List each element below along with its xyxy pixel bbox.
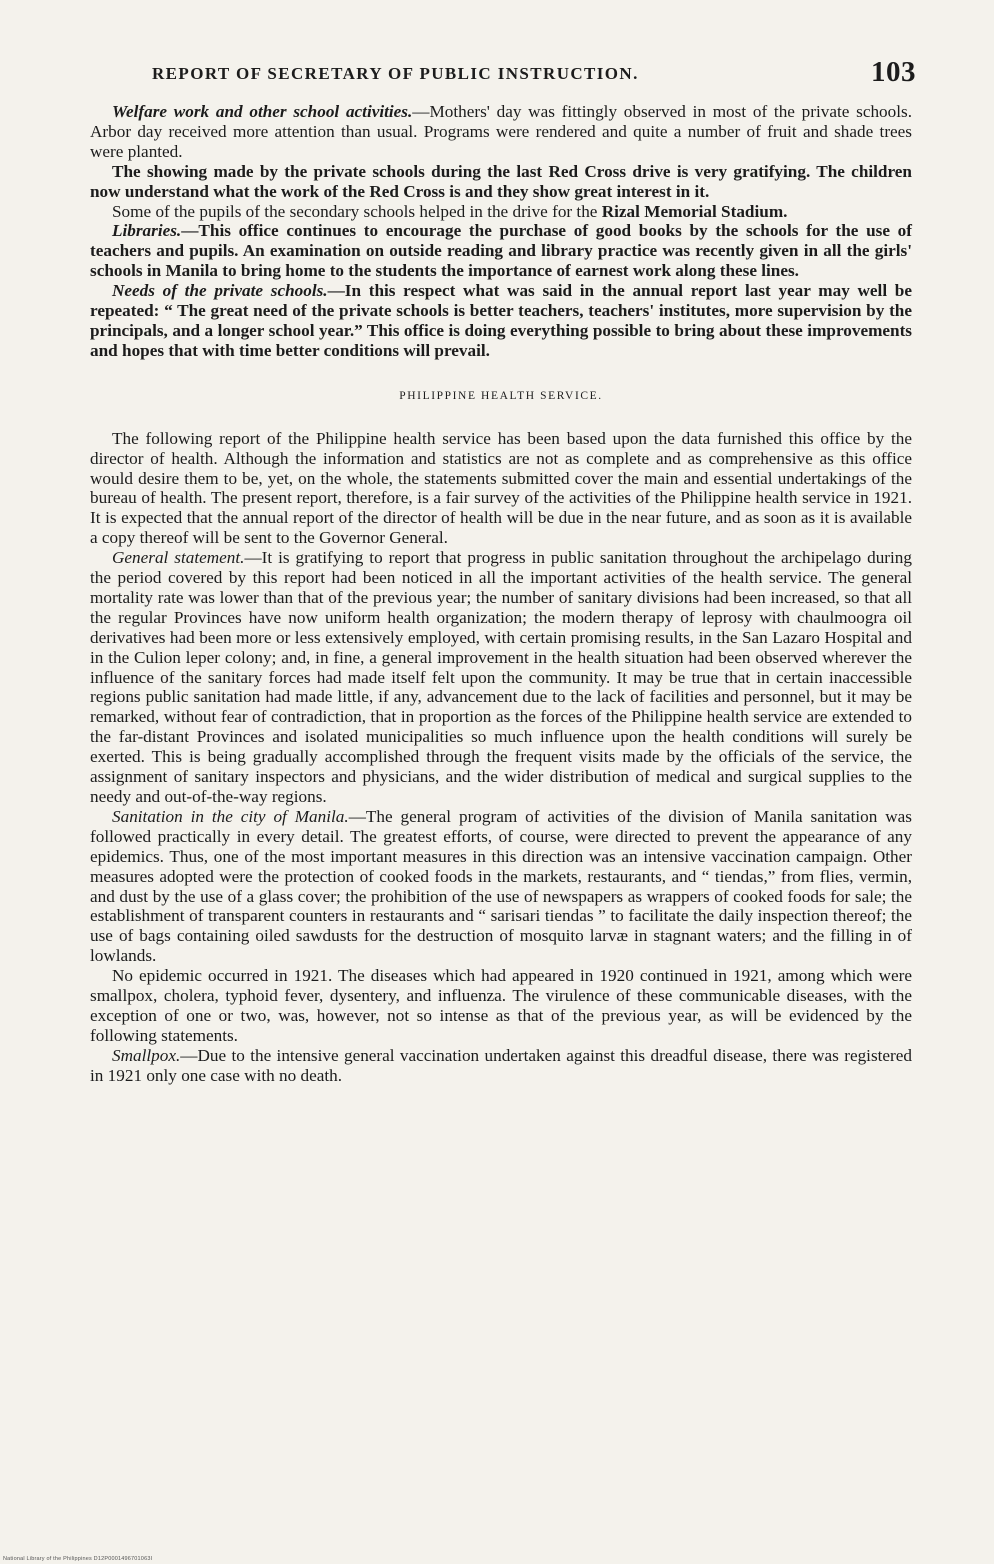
paragraph-general-statement: [90, 548, 912, 807]
paragraph-text: Some of the pupils of the secondary schools helped in the drive for the: [112, 201, 602, 221]
paragraph-needs-private-schools: [90, 281, 912, 361]
running-head: [90, 56, 916, 102]
paragraph-text: —This office continues to encourage the purchase of good books by the schools for the use of teachers and pupils. An examination on outside reading and library practice was recently given in all the girls' schools in Manila to bring home to the students the importance of earnest work along these lines.: [90, 221, 912, 281]
paragraph-text: The following report of the Philippine health service has been based upon the data furnished this office by the director of health. Although the information and statistics are not as complete and as comprehensive as this office would desire them to be, yet, on the whole, the statements submitted cover the main and essential undertakings of the bureau of health. The present report, therefore, is a fair survey of the activities of the Philippine health service in 1921. It is expected that the annual report of the director of health will be due in the near future, and as soon as it is available a copy thereof will be sent to the Governor General.: [90, 428, 912, 548]
paragraph-text: —In this respect what was said in the annual report last year may well be repeated: “ The great need of the private schools is better teachers, teachers' institutes, more supervision by the principals, and a longer school year.” This office is doing everything possible to bring about these improvements and hopes that with time better conditions will prevail.: [90, 281, 912, 360]
body-text: [90, 102, 912, 1086]
paragraph-rizal-stadium: [90, 202, 912, 222]
paragraph-smallpox: [90, 1046, 912, 1086]
document-page: [90, 56, 916, 1086]
paragraph-text: No epidemic occurred in 1921. The diseases which had appeared in 1920 continued in 1921, among which were smallpox, cholera, typhoid fever, dysentery, and influenza. The virulence of these communicable diseases, with the exception of one or two, was, however, not so intense as that of the previous year, as will be evidenced by the following statements.: [90, 966, 912, 1045]
paragraph-lead: Welfare work and other school activities.: [112, 102, 413, 121]
paragraph-bold-text: Rizal Memorial Stadium.: [601, 201, 788, 221]
paragraph-lead: Libraries.: [112, 221, 182, 241]
section-heading: PHILIPPINE HEALTH SERVICE.: [399, 389, 603, 402]
paragraph-lead: Needs of the private schools.: [112, 281, 328, 301]
paragraph-text: The showing made by the private schools during the last Red Cross drive is very gratifying. The children now understand what the work of the Red Cross is and they show great interest in it.: [90, 161, 912, 201]
paragraph-no-epidemic: [90, 966, 912, 1046]
paragraph-text: —Due to the intensive general vaccination undertaken against this dreadful disease, there was registered in 1921 only one case with no death.: [90, 1045, 912, 1085]
paragraph-text: —The general program of activities of the division of Manila sanitation was followed practically in every detail. The greatest efforts, of course, were directed to prevent the appearance of any epidemics. Thus, one of the most important measures in this direction was an intensive vaccination campaign. Other measures adopted were the protection of cooked foods in the markets, restaurants, and “ tiendas,” from flies, vermin, and dust by the use of a glass cover; the prohibition of the use of newspapers as wrappers of cooked foods for sale; the establishment of transparent counters in restaurants and “ sarisari tiendas ” to facilitate the daily inspection thereof; the use of bags containing oiled sawdusts for the destruction of mosquito larvæ in stagnant waters; and the filling in of lowlands.: [90, 806, 912, 966]
page-number: 103: [871, 56, 916, 88]
paragraph-text: —Mothers' day was fittingly observed in most of the private schools. Arbor day received more attention than usual. Programs were rendered and quite a number of fruit and shade trees were planted.: [90, 102, 912, 161]
paragraph-lead: Smallpox.: [112, 1045, 181, 1065]
paragraph-text: —It is gratifying to report that progress in public sanitation throughout the archipelago during the period covered by this report had been noticed in all the important activities of the health service. The general mortality rate was lower than that of the previous year; the number of sanitary divisions had been increased, so that all the regular Provinces have now uniform health organization; the modern therapy of leprosy with chaulmoogra oil derivatives had been more or less extensively employed, with certain promising results, in the San Lazaro Hospital and in the Culion leper colony; and, in fine, a general improvement in the health situation had been observed wherever the influence of the sanitary forces had made itself felt upon the community. It may be true that in certain inaccessible regions public sanitation had made little, if any, advancement due to the lack of facilities and personnel, but it may be remarked, without fear of contradiction, that in proportion as the forces of the Philippine health service are extended to the far-distant Provinces and isolated municipalities so much influence upon the health conditions will surely be exerted. This is being gradually accomplished through the frequent visits made by the officials of the service, the assignment of sanitary inspectors and physicians, and the wider distribution of medical and surgical supplies to the needy and out-of-the-way regions.: [90, 548, 912, 806]
paragraph-lead: General statement.: [112, 548, 245, 568]
paragraph-lead: Sanitation in the city of Manila.: [112, 806, 349, 826]
paragraph-health-report: [90, 429, 912, 548]
running-title: REPORT OF SECRETARY OF PUBLIC INSTRUCTION.: [152, 64, 639, 83]
paragraph-welfare-work: [90, 102, 912, 162]
paragraph-red-cross: [90, 162, 912, 202]
scan-credit: National Library of the Philippines D12P0001496701063I: [3, 1556, 153, 1562]
paragraph-manila-sanitation: [90, 807, 912, 966]
paragraph-libraries: [90, 221, 912, 281]
